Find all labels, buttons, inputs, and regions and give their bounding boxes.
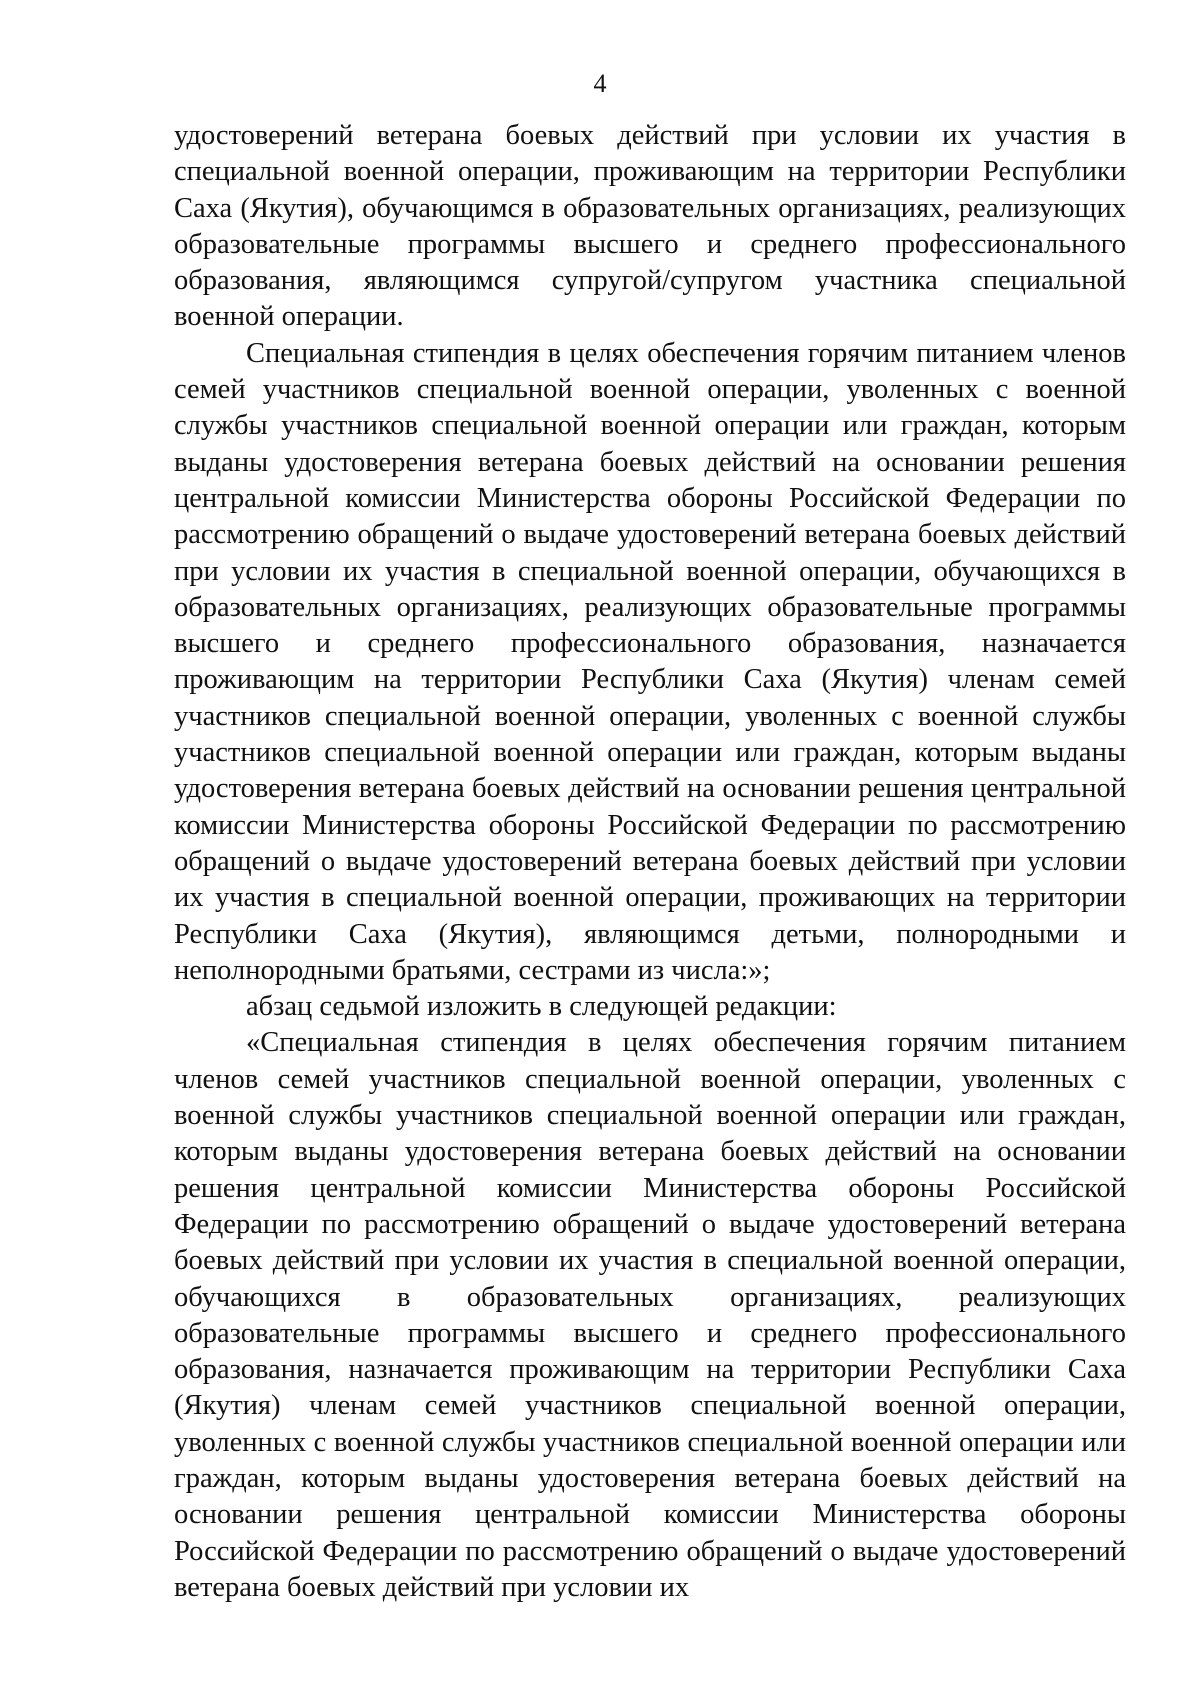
document-body (174, 118, 1126, 1606)
paragraph-amendment-instruction: абзац седьмой изложить в следующей редакции: (246, 991, 837, 1023)
paragraph-new-wording: «Специальная стипендия в целях обеспечения горячим питанием членов семей участников специальной военной операции, уволенных с военной службы участников специальной военной операции или граждан, которым выданы удостоверения ветерана боевых действий на основании решения центральной комиссии Министерства обороны Российской Федерации по рассмотрению обращений о выдаче удостоверений ветерана боевых действий при условии их участия в специальной военной операции, обучающихся в образовательных организациях, реализующих образовательные программы высшего и среднего профессионального образования, назначается проживающим на территории Республики Саха (Якутия) членам семей участников специальной военной операции, уволенных с военной службы участников специальной военной операции или граждан, которым выданы удостоверения ветерана боевых действий на основании решения центральной комиссии Министерства обороны Российской Федерации по рассмотрению обращений о выдаче удостоверений ветерана боевых действий при условии их (174, 1027, 1126, 1603)
page-number: 4 (593, 69, 607, 98)
paragraph-special-stipend: Специальная стипендия в целях обеспечения горячим питанием членов семей участников специальной военной операции, уволенных с военной службы участников специальной военной операции или граждан, которым выданы удостоверения ветерана боевых действий на основании решения центральной комиссии Министерства обороны Российской Федерации по рассмотрению обращений о выдаче удостоверений ветерана боевых действий при условии их участия в специальной военной операции, обучающихся в образовательных организациях, реализующих образовательные программы высшего и среднего профессионального образования, назначается проживающим на территории Республики Саха (Якутия) членам семей участников специальной военной операции, уволенных с военной службы участников специальной военной операции или граждан, которым выданы удостоверения ветерана боевых действий на основании решения центральной комиссии Министерства обороны Российской Федерации по рассмотрению обращений о выдаче удостоверений ветерана боевых действий при условии их участия в специальной военной операции, проживающих на территории Республики Саха (Якутия), являющимся детьми, полнородными и неполнородными братьями, сестрами из числа:»; (174, 337, 1126, 986)
paragraph-continuation: удостоверений ветерана боевых действий при условии их участия в специальной военной операции, проживающим на территории Республики Саха (Якутия), обучающимся в образовательных организациях, реализующих образовательные программы высшего и среднего профессионального образования, являющимся супругой/супругом участника специальной военной операции. (174, 120, 1126, 333)
